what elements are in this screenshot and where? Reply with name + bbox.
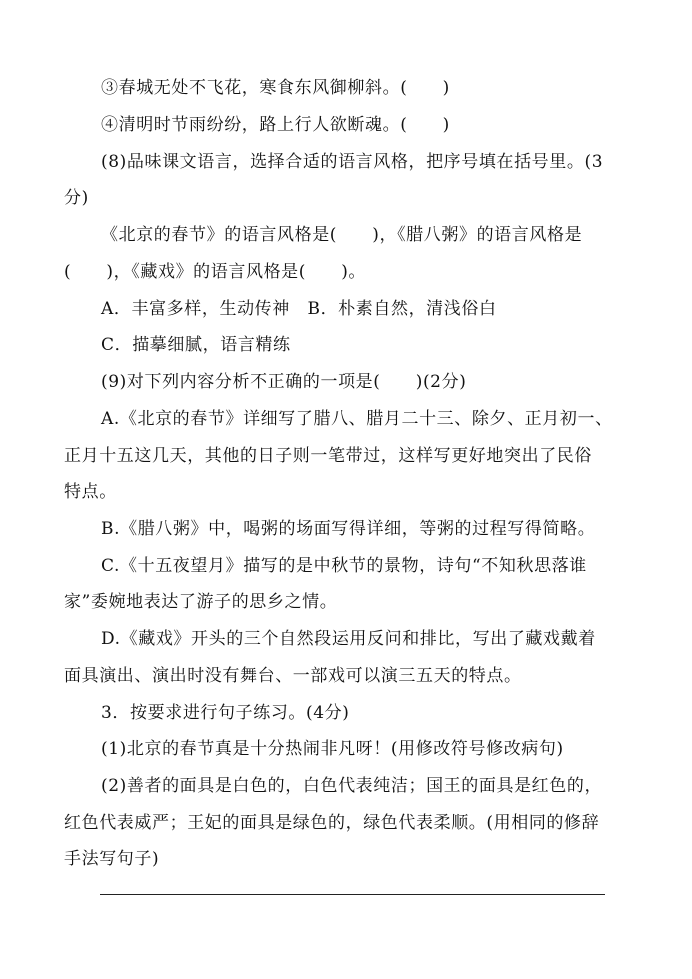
- option-c: C．描摹细腻，语言精练: [101, 335, 291, 355]
- q9-option-d-line-1: D.《藏戏》开头的三个自然段运用反问和排比，写出了藏戏戴着: [101, 629, 596, 649]
- question-3-title: 3．按要求进行句子练习。(4分): [101, 703, 350, 723]
- question-8-line-2: 分): [64, 188, 89, 208]
- q9-option-a-line-2: 正月十五这几天，其他的日子则一笔带过，这样写更好地突出了民俗: [64, 446, 592, 466]
- q3-item-2-line-2: 红色代表威严；王妃的面具是绿色的，绿色代表柔顺。(用相同的修辞: [64, 813, 600, 833]
- q9-option-a-line-3: 特点。: [64, 482, 117, 502]
- q3-item-2-line-1: (2)善者的面具是白色的，白色代表纯洁；国王的面具是红色的，: [101, 776, 603, 796]
- question-8-blank-line-1: 《北京的春节》的语言风格是( )，《腊八粥》的语言风格是: [101, 225, 583, 245]
- q3-item-1: (1)北京的春节真是十分热闹非凡呀！(用修改符号修改病句): [101, 739, 564, 759]
- answer-line[interactable]: [100, 894, 605, 895]
- q9-option-b: B.《腊八粥》中，喝粥的场面写得详细，等粥的过程写得简略。: [101, 519, 596, 539]
- q9-option-c-line-1: C.《十五夜望月》描写的是中秋节的景物，诗句“不知秋思落谁: [101, 556, 587, 576]
- q9-option-a-line-1: A.《北京的春节》详细写了腊八、腊月二十三、除夕、正月初一、: [101, 409, 613, 429]
- question-8-line-1: (8)品味课文语言，选择合适的语言风格，把序号填在括号里。(3: [101, 152, 604, 172]
- question-8-blank-line-2: ( )，《藏戏》的语言风格是( )。: [64, 262, 367, 282]
- option-a-b: A．丰富多样，生动传神 B．朴素自然，清浅俗白: [101, 299, 497, 319]
- question-9-title: (9)对下列内容分析不正确的一项是( )(2分): [101, 372, 467, 392]
- q3-item-2-line-3: 手法写句子): [64, 849, 160, 869]
- q9-option-c-line-2: 家”委婉地表达了游子的思乡之情。: [64, 592, 338, 612]
- poem-line-4: ④清明时节雨纷纷，路上行人欲断魂。( ): [101, 115, 450, 135]
- q9-option-d-line-2: 面具演出、演出时没有舞台、一部戏可以演三五天的特点。: [64, 666, 522, 686]
- poem-line-3: ③春城无处不飞花，寒食东风御柳斜。( ): [101, 78, 450, 98]
